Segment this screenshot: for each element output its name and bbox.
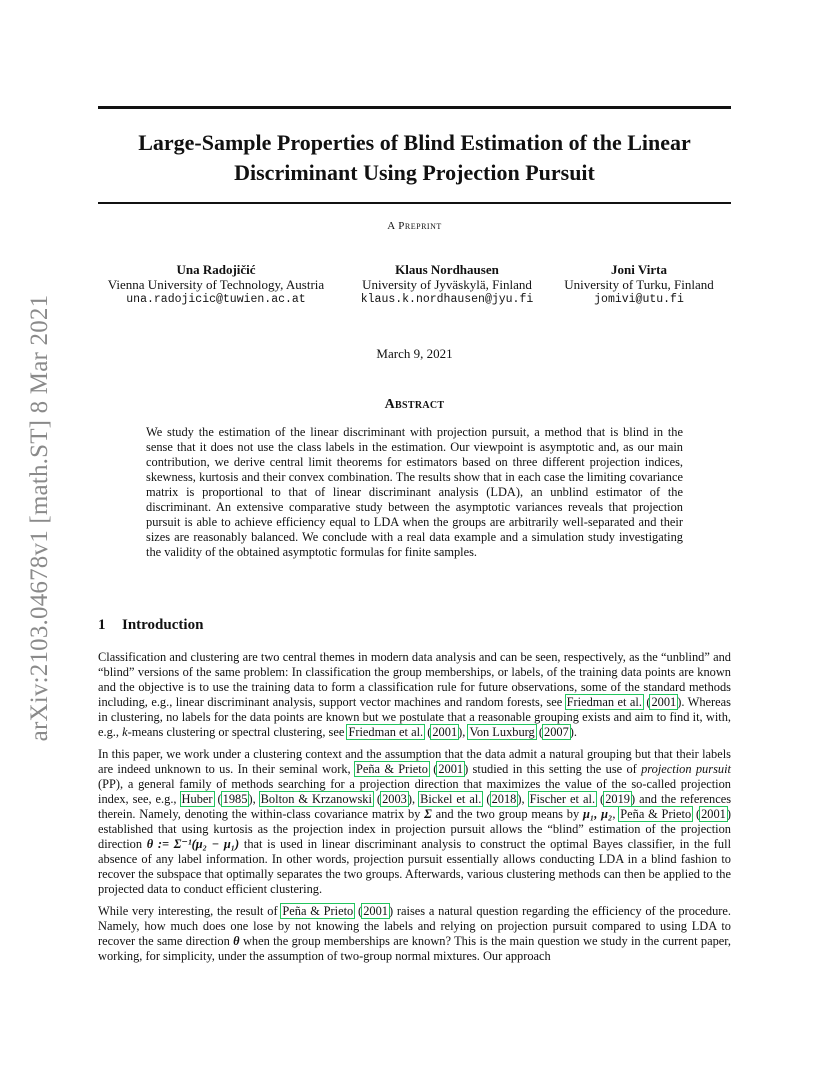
text: ) and the references therein. Namely, denoting the within-class covariance matrix by — [98, 792, 732, 821]
math-theta-definition: θ := Σ⁻¹(μ₂ − μ₁) — [146, 837, 240, 851]
title-rule-top — [98, 106, 731, 109]
section-title: Introduction — [122, 617, 204, 633]
citation-link[interactable]: 2003 — [382, 792, 407, 806]
section-number: 1 — [98, 617, 106, 633]
text: ( — [482, 792, 491, 806]
text: In this paper, we work under a clustering context and the assumption that the data admit a natural grouping but that their labels are indeed unknown to us. In their seminal work, — [98, 747, 731, 776]
text: Classification and clustering are two central themes in modern data analysis and can be seen, respectively, as the “unblind” and “blind” versions of the same problem: In classification the group memberships, or labels, of the training data points are known and the objective is to use the training data to form a classification rule for future observations, some of the standard methods including, e.g., linear discriminant analysis, support vector machines and random forests, see — [98, 650, 731, 709]
author-email[interactable]: klaus.k.nordhausen@jyu.fi — [360, 293, 534, 306]
text: ( — [213, 792, 222, 806]
text: that is used in linear discriminant analysis to construct the optimal Bayes classifier, in the full absence of any label information. In other words, projection pursuit essentially allows conducting LDA in a blind fashion to recover the subspace that optimally separates the two groups. Afterwards, various clustering methods can then be applied to the projected data to conduct efficient clustering. — [98, 837, 732, 896]
paper-title — [98, 128, 731, 188]
title-line-2: Discriminant Using Projection Pursuit — [234, 160, 595, 185]
arxiv-stamp-text: arXiv:2103.04678v1 [math.ST] 8 Mar 2021 — [26, 294, 53, 741]
text: ( — [354, 904, 363, 918]
text: (PP), a general family of methods searching for a projection direction that maximizes the value of the so-called projection index, see, e.g., — [98, 777, 731, 806]
text: ( — [428, 762, 438, 776]
citation-link[interactable]: 2001 — [438, 762, 464, 776]
citation-link[interactable]: Von Luxburg — [469, 725, 535, 739]
citation-link[interactable]: 2018 — [491, 792, 517, 806]
text: ) raises a natural question regarding the efficiency of the procedure. Namely, how much does one lose by not knowing the labels and relying on projection pursuit compared to using LDA to recover the same direction — [98, 904, 732, 948]
author-name: Klaus Nordhausen — [395, 262, 499, 277]
citation-link[interactable]: Bickel et al. — [420, 792, 482, 806]
preprint-label: A Preprint — [387, 220, 442, 232]
emphasis-projection-pursuit: projection pursuit — [641, 762, 731, 776]
math-k: k — [122, 725, 128, 739]
abstract-text: We study the estimation of the linear discriminant with projection pursuit, a method that is blind in the sense that it does not use the class labels in the estimation. Our viewpoint is asymptotic and, as our main contribution, we derive central limit theorems for estimators based on three different projection indices, skewness, kurtosis and their convex combination. The results show that in each case the limiting covariance matrix is proportional to that of linear discriminant analysis (LDA), an unblind estimator of the discriminant. An extensive comparative study between the asymptotic variances reveals that projection pursuit is able to achieve efficiency equal to LDA when the groups are arbitrarily well-separated and their sizes are reasonably balanced. We conclude with a real data example and a simulation study investigating the validity of the obtained asymptotic formulas for finite samples. — [146, 425, 683, 559]
arxiv-stamp — [20, 265, 60, 770]
text: ( — [372, 792, 382, 806]
author-3 — [556, 262, 722, 307]
author-email[interactable]: una.radojicic@tuwien.ac.at — [126, 293, 306, 306]
text: ( — [424, 725, 432, 739]
author-name: Una Radojičić — [176, 262, 256, 277]
text: ( — [692, 807, 701, 821]
paragraph-3 — [98, 904, 731, 964]
author-2 — [352, 262, 542, 307]
text: ). — [569, 725, 578, 739]
citation-link[interactable]: Bolton & Krzanowski — [260, 792, 372, 806]
text: ) studied in this setting the use of — [464, 762, 642, 776]
abstract-heading: Abstract — [384, 397, 445, 412]
title-rule-bottom — [98, 202, 731, 204]
author-email[interactable]: jomivi@utu.fi — [594, 293, 684, 306]
math-sigma: Σ — [424, 807, 432, 821]
citation-link[interactable]: 2001 — [701, 807, 726, 821]
section-heading — [98, 617, 203, 634]
text: ( — [642, 695, 651, 709]
citation-link[interactable]: Peña & Prieto — [282, 904, 354, 918]
math-mu: μ₁, μ₂ — [583, 807, 613, 821]
text: ), — [458, 725, 469, 739]
text: -means clustering or spectral clustering, see — [127, 725, 348, 739]
author-affiliation: Vienna University of Technology, Austria — [107, 277, 325, 292]
citation-link[interactable]: 2001 — [432, 725, 458, 739]
citation-link[interactable]: Huber — [181, 792, 213, 806]
paragraph-2 — [98, 747, 731, 897]
text: when the group memberships are known? This is the main question we study in the current paper, working, for simplicity, under the assumption of two-group normal mixtures. Our approach — [98, 934, 731, 963]
citation-link[interactable]: 1985 — [222, 792, 248, 806]
paper-date: March 9, 2021 — [376, 346, 453, 361]
text: ), — [248, 792, 260, 806]
citation-link[interactable]: Fischer et al. — [529, 792, 596, 806]
citation-link[interactable]: 2007 — [544, 725, 569, 739]
citation-link[interactable]: 2001 — [363, 904, 388, 918]
abstract-body — [146, 425, 683, 560]
author-name: Joni Virta — [611, 262, 667, 277]
text: ) established that using kurtosis as the projection index in projection pursuit allows the “blind” estimation of the projection direction — [98, 807, 732, 851]
author-affiliation: University of Turku, Finland — [564, 277, 714, 292]
text: ), — [517, 792, 529, 806]
paragraph-1 — [98, 650, 731, 740]
citation-link[interactable]: 2001 — [651, 695, 677, 709]
citation-link[interactable]: Peña & Prieto — [620, 807, 692, 821]
text: ), — [407, 792, 420, 806]
title-line-1: Large-Sample Properties of Blind Estimation of the Linear — [138, 130, 691, 155]
text: , — [612, 807, 620, 821]
section-body — [98, 650, 731, 971]
citation-link[interactable]: 2019 — [605, 792, 630, 806]
text: ( — [596, 792, 605, 806]
math-theta: θ — [233, 934, 240, 948]
text: While very interesting, the result of — [98, 904, 282, 918]
author-1 — [100, 262, 332, 307]
text: ( — [535, 725, 543, 739]
citation-link[interactable]: Peña & Prieto — [355, 762, 428, 776]
text: ). Whereas in clustering, no labels for the data points are known but we postulate that a reasonable grouping exists and aim to find it, with, e.g., — [98, 695, 731, 739]
citation-link[interactable]: Friedman et al. — [566, 695, 642, 709]
text: and the two group means by — [431, 807, 583, 821]
author-affiliation: University of Jyväskylä, Finland — [362, 277, 532, 292]
citation-link[interactable]: Friedman et al. — [348, 725, 424, 739]
